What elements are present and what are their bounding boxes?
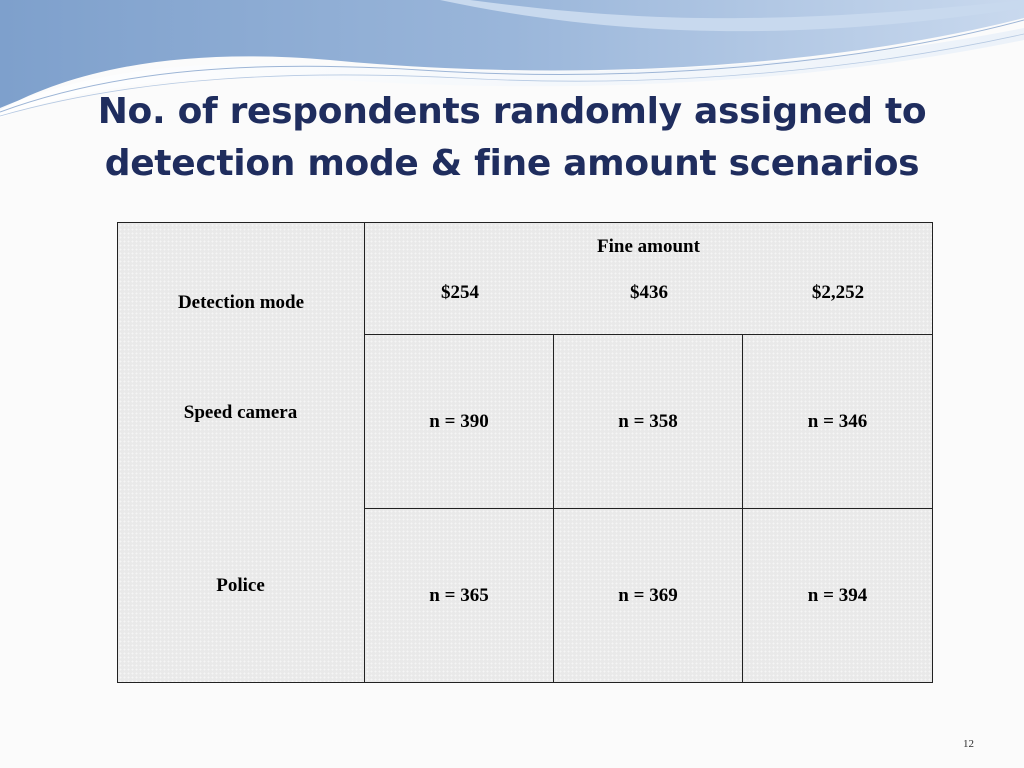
detection-mode-column	[118, 223, 365, 683]
table-header-row	[118, 223, 933, 335]
table-cell: n = 369	[554, 509, 743, 683]
slide-title-line-2: detection mode & fine amount scenarios	[104, 143, 920, 184]
page-number: 12	[963, 738, 974, 750]
row-label-police: Police	[216, 575, 265, 596]
table-cell: n = 365	[365, 509, 554, 683]
fine-amount-header	[365, 223, 933, 335]
slide-title	[0, 86, 1024, 190]
row-label-speed-camera: Speed camera	[183, 402, 298, 423]
table-cell: n = 358	[554, 335, 743, 509]
respondents-table	[117, 222, 933, 683]
table-cell: n = 394	[743, 509, 933, 683]
fine-amount-label: Fine amount	[597, 236, 700, 257]
table-cell: n = 390	[365, 335, 554, 509]
fine-column-254: $254	[441, 282, 479, 303]
slide-title-line-1: No. of respondents randomly assigned to	[97, 91, 927, 132]
detection-mode-header: Detection mode	[177, 292, 305, 313]
table-cell: n = 346	[743, 335, 933, 509]
fine-column-2252: $2,252	[811, 282, 865, 303]
fine-column-436: $436	[630, 282, 668, 303]
